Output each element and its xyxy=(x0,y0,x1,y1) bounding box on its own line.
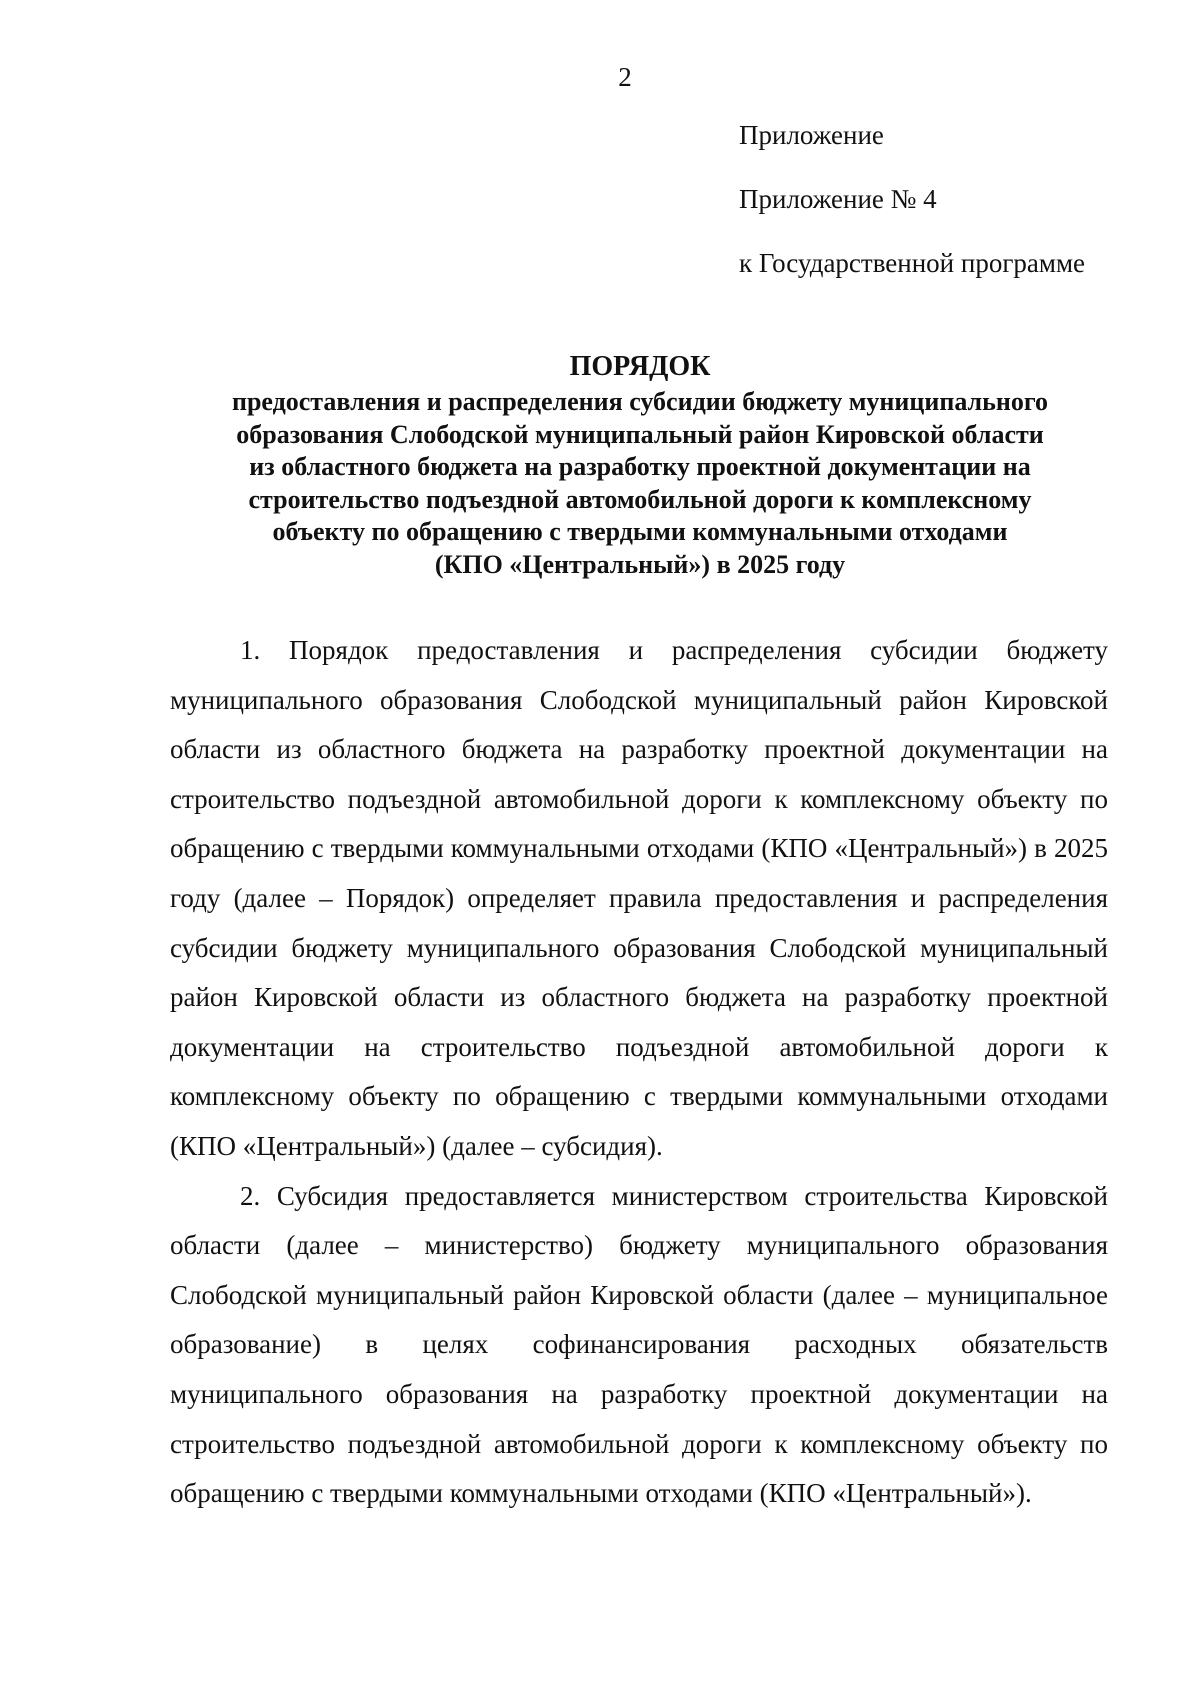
subtitle-line: образования Слободской муниципальный район Кировской области xyxy=(236,419,1044,449)
subtitle-line: (КПО «Центральный») в 2025 году xyxy=(434,549,846,579)
paragraph-2: 2. Субсидия предоставляется министерством строительства Кировской области (далее – министерство) бюджету муниципального образования Слободской муниципальный район Кировской области (далее – муниципальное образование) в целях софинансирования расходных обязательств муниципального образования на разработку проектной документации на строительство подъездной автомобильной дороги к комплексному объекту по обращению с твердыми коммунальными отходами (КПО «Центральный»). xyxy=(170,1180,1108,1509)
appendix-header xyxy=(739,118,1159,280)
subtitle-line: строительство подъездной автомобильной дороги к комплексному xyxy=(248,484,1032,514)
document-body xyxy=(170,626,1108,1519)
page-number: 2 xyxy=(618,62,632,92)
document-subtitle xyxy=(150,386,1130,581)
appendix-label: Приложение xyxy=(739,120,884,150)
subtitle-line: объекту по обращению с твердыми коммунальными отходами xyxy=(272,517,1008,546)
appendix-number: Приложение № 4 xyxy=(739,184,937,214)
document-title: ПОРЯДОК xyxy=(569,351,711,382)
subtitle-line: из областного бюджета на разработку проектной документации на xyxy=(249,452,1031,481)
subtitle-line: предоставления и распределения субсидии бюджету муниципального xyxy=(231,387,1049,416)
appendix-program-ref: к Государственной программе xyxy=(739,248,1086,278)
paragraph-1: 1. Порядок предоставления и распределения субсидии бюджету муниципального образования Слободской муниципальный район Кировской области из областного бюджета на разработку проектной документации на строительство подъездной автомобильной дороги к комплексному объекту по обращению с твердыми коммунальными отходами (КПО «Центральный») в 2025 году (далее – Порядок) определяет правила предоставления и распределения субсидии бюджету муниципального образования Слободской муниципальный район Кировской области из областного бюджета на разработку проектной документации на строительство подъездной автомобильной дороги к комплексному объекту по обращению с твердыми коммунальными отходами (КПО «Центральный») (далее – субсидия). xyxy=(170,635,1108,1161)
